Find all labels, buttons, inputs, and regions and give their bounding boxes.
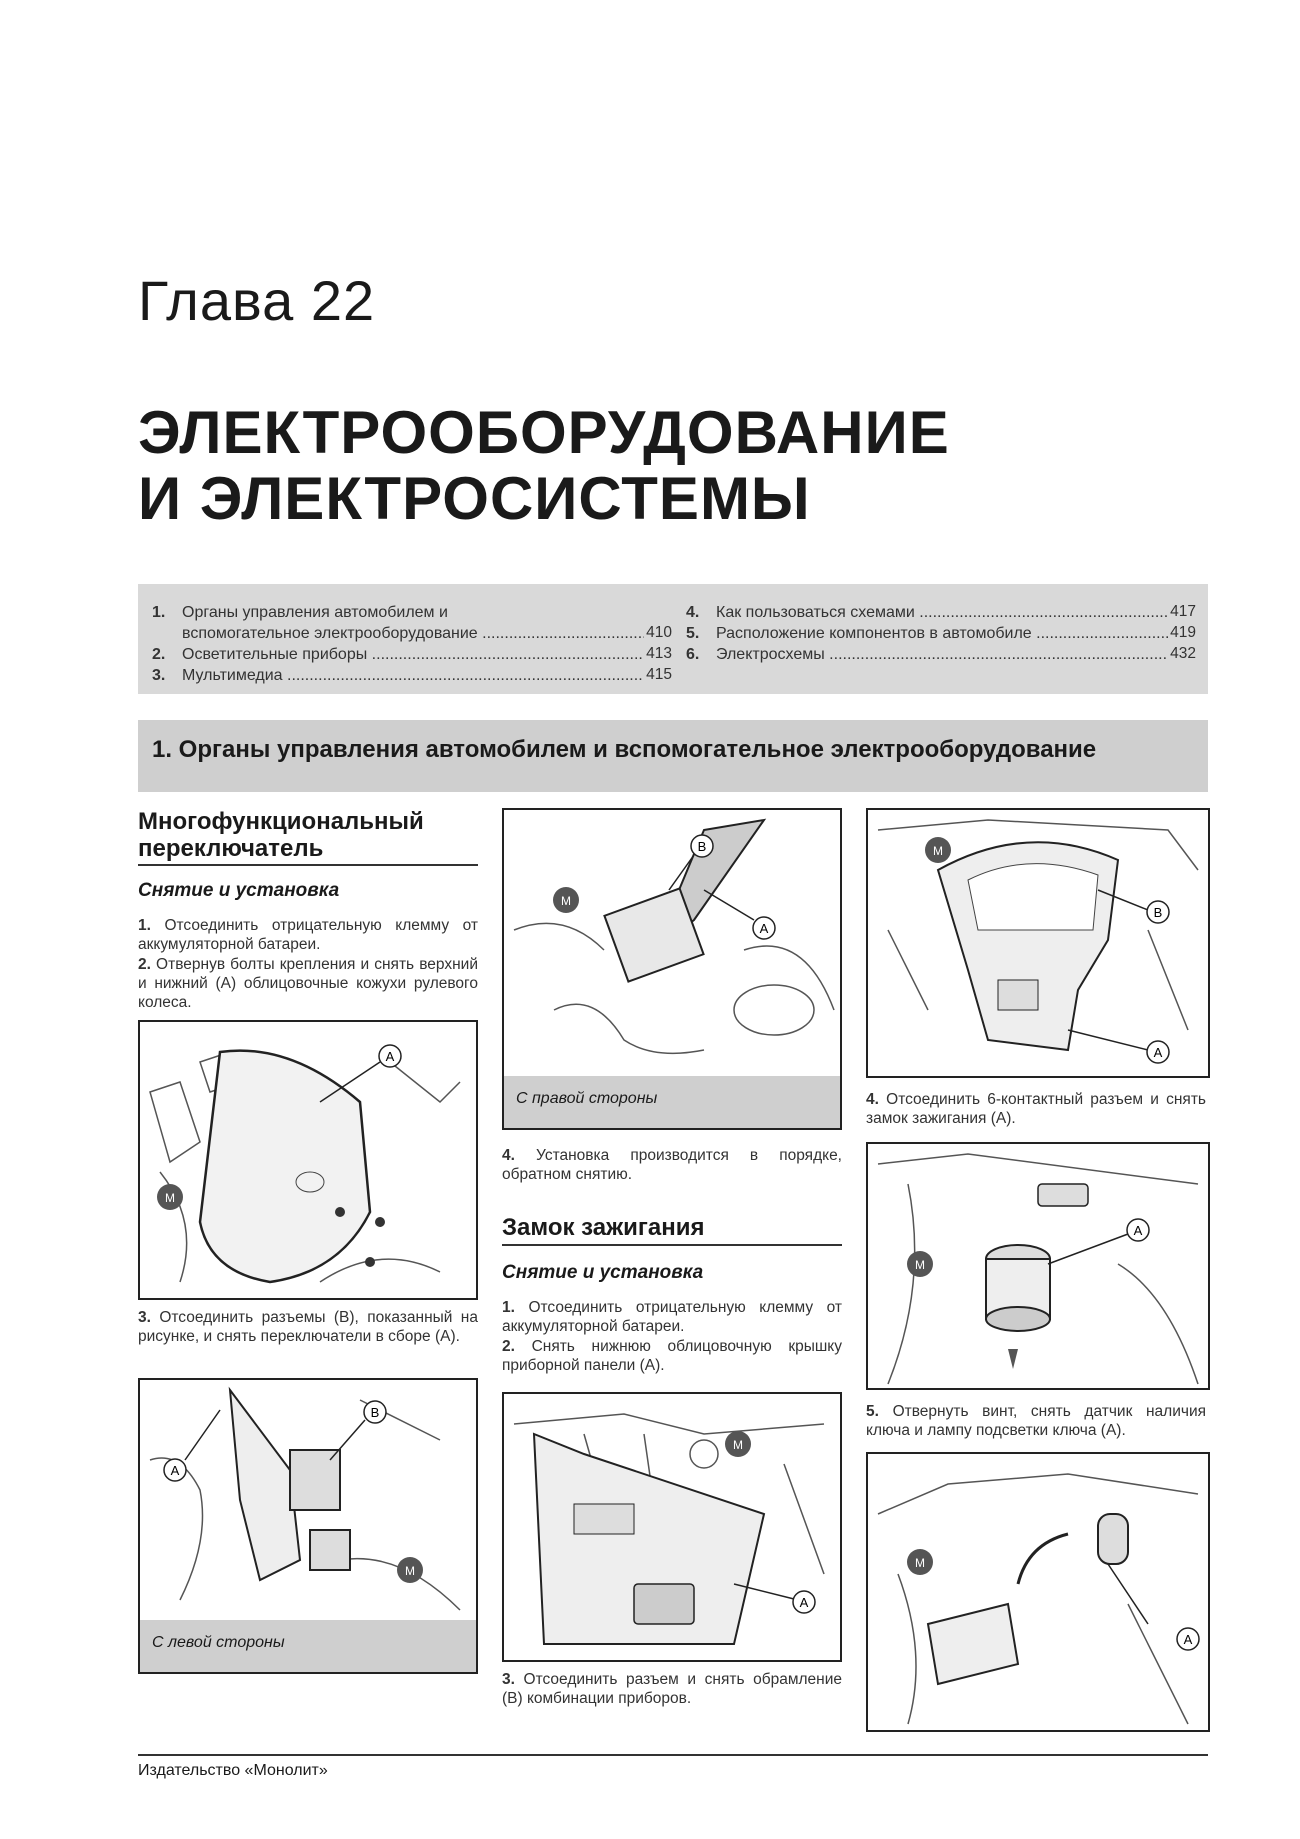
heading-multifunction-switch: Многофункциональный переключатель (138, 808, 424, 862)
callout-label: A (799, 1595, 809, 1610)
figure-caption-left: С левой стороны (138, 1620, 478, 1674)
toc-item[interactable]: 5. Расположение компонентов в автомобиле ..... 419 (686, 623, 1196, 644)
figure-caption-right: С правой стороны (502, 1076, 842, 1130)
toc-item[interactable]: 6. Электросхемы ..... 432 (686, 644, 1196, 665)
heading-rule (138, 864, 478, 866)
instruction-step: 3. Отсоединить разъемы (В), показанный на рисунке, и снять переключатели в сборе (А). (138, 1309, 478, 1345)
toc-left-column (152, 602, 672, 686)
instruction-step: 1. Отсоединить отрицательную клемму от аккумуляторной батареи. (502, 1299, 842, 1335)
publisher-footer: Издательство «Монолит» (138, 1762, 328, 1779)
section-title: 1. Органы управления автомобилем и вспомогательное электрооборудование (152, 736, 1097, 763)
callout-label: A (1153, 1045, 1163, 1060)
chapter-title-line-2: И ЭЛЕКТРОСИСТЕМЫ (138, 465, 811, 532)
svg-text:M: M (561, 894, 571, 908)
figure-steering-column-cover (138, 1020, 478, 1300)
section-header (138, 720, 1208, 792)
heading-rule (502, 1244, 842, 1246)
callout-label: B (697, 839, 707, 854)
figure-instrument-cluster-bezel (866, 808, 1210, 1078)
instruction-step: 4. Отсоединить 6-контактный разъем и снять замок зажигания (А). (866, 1091, 1207, 1127)
svg-text:M: M (733, 1438, 743, 1452)
svg-text:M: M (405, 1564, 415, 1578)
callout-label: A (170, 1463, 180, 1478)
figure-ignition-lock (866, 1142, 1210, 1390)
toc-item[interactable]: 4. Как пользоваться схемами ..... 417 (686, 602, 1196, 623)
toc-item[interactable]: 3. Мультимедиа ..... 415 (152, 665, 672, 686)
figure-right-switch (502, 808, 842, 1078)
instruction-step: 4. Установка производится в порядке, обратном снятию. (502, 1147, 842, 1183)
callout-label: A (385, 1049, 395, 1064)
footer-rule (138, 1754, 1208, 1756)
callout-label: A (1133, 1223, 1143, 1238)
instruction-step: 2. Снять нижнюю облицовочную крышку приборной панели (А). (502, 1338, 842, 1374)
toc-item[interactable]: 1. Органы управления автомобилем и (152, 604, 448, 621)
instruction-step: 2. Отвернув болты крепления и снять верхний и нижний (А) облицовочные кожухи рулевого колеса. (138, 956, 478, 1011)
figure-lower-dash-panel (502, 1392, 842, 1662)
chapter-title (138, 400, 950, 532)
figure-key-sensor-lamp (866, 1452, 1210, 1732)
instruction-step: 5. Отвернуть винт, снять датчик наличия ключа и лампу подсветки ключа (А). (866, 1403, 1206, 1439)
callout-label: B (1153, 905, 1163, 920)
subheading-removal: Снятие и установка (502, 1262, 704, 1283)
callout-label: B (370, 1405, 380, 1420)
toc-item[interactable]: 2. Осветительные приборы ..... 413 (152, 644, 672, 665)
svg-text:M: M (915, 1258, 925, 1272)
figure-left-switch (138, 1378, 478, 1622)
heading-ignition-lock: Замок зажигания (502, 1214, 705, 1241)
subheading-removal: Снятие и установка (138, 880, 340, 901)
svg-text:M: M (165, 1191, 175, 1205)
callout-label: A (1183, 1632, 1193, 1647)
toc-item[interactable]: вспомогательное электрооборудование ..... 410 (152, 623, 672, 644)
chapter-number: Глава 22 (138, 269, 376, 332)
instruction-step: 1. Отсоединить отрицательную клемму от аккумуляторной батареи. (138, 917, 478, 953)
chapter-title-line-1: ЭЛЕКТРООБОРУДОВАНИЕ (138, 399, 950, 466)
table-of-contents (138, 584, 1208, 694)
toc-right-column (686, 602, 1196, 665)
callout-label: A (759, 921, 769, 936)
svg-text:M: M (933, 844, 943, 858)
instruction-step: 3. Отсоединить разъем и снять обрамление (В) комбинации приборов. (502, 1671, 843, 1707)
svg-text:M: M (915, 1556, 925, 1570)
